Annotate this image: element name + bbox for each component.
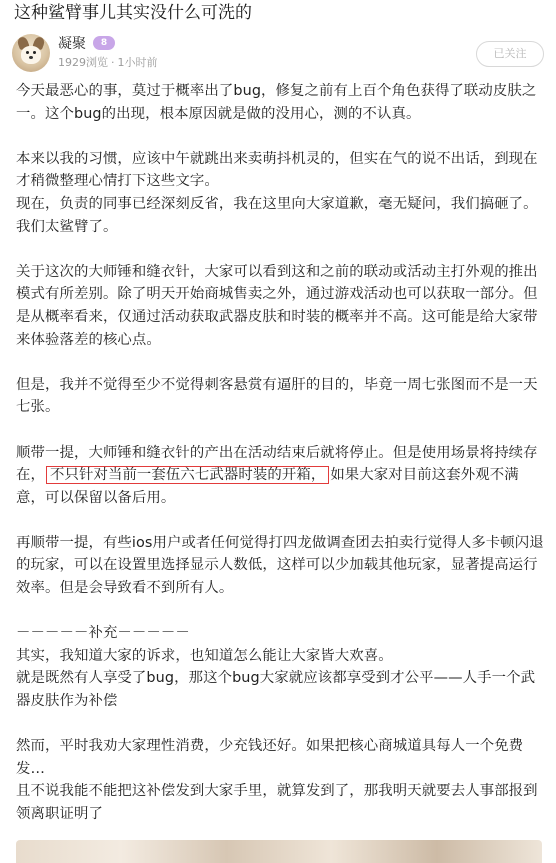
paragraph: 然而，平时我劝大家理性消费，少充钱还好。如果把核心商城道具每人一个免费发… [16, 738, 524, 777]
avatar-face [21, 46, 41, 64]
paragraph: 关于这次的大师锤和缝衣针，大家可以看到这和之前的联动或活动主打外观的推出模式有所差别。除了明天开始商城售卖之外，通过游戏活动也可以获取一部分。但是从概率看来，仅通过活动获取武器皮肤和时装的概率并不高。这可能是给大家带来体验落差的核心点。 [16, 263, 538, 348]
paragraph-text: 如果大家对目前这套外观不满意，可以保留以备后用。 [16, 467, 519, 506]
paragraph-gap [16, 125, 546, 148]
post-meta [58, 56, 158, 70]
post-time: 1小时前 [117, 56, 158, 69]
avatar[interactable] [12, 34, 50, 72]
paragraph-gap [16, 509, 546, 532]
post-body [16, 80, 546, 826]
level-badge-icon: 8 [93, 36, 115, 50]
paragraph-text: 顺带一提，大师锤和缝衣针的产出在活动结束后就将停止。但是使用场景将持续存在， [16, 444, 538, 484]
follow-button[interactable]: 已关注 [476, 41, 544, 67]
author-row [12, 34, 544, 74]
paragraph: 就是既然有人享受了bug，那这个bug大家就应该都享受到才公平——人手一个武器皮肤作为补偿 [16, 670, 536, 710]
paragraph: 再顺带一提，有些ios用户或者任何觉得打四龙做调查团去拍卖行觉得人多卡顿闪退的玩家，可以在设置里选择显示人数低，这样可以少加载其他玩家，显著提高运行效率。但是会导致看不到所有人。 [16, 534, 544, 597]
paragraph-gap [16, 600, 546, 623]
highlighted-text: 不只针对当前一套伍六七武器时装的开箱， [46, 466, 329, 484]
paragraph: 本来以我的习惯，应该中午就跳出来卖萌抖机灵的，但实在气的说不出话，到现在才稍微整理心情打下这些文字。 [16, 150, 538, 190]
avatar-nose [29, 56, 33, 59]
paragraph-gap [16, 419, 546, 442]
paragraph-gap [16, 351, 546, 374]
paragraph: 现在，负责的同事已经深刻反省，我在这里向大家道歉，毫无疑问，我们搞砸了。我们太鲨臂了。 [16, 195, 538, 235]
meta-separator: · [111, 56, 115, 69]
paragraph: 且不说我能不能把这补偿发到大家手里，就算发到了，那我明天就要去人事部报到领离职证明了 [16, 783, 538, 822]
section-divider: －－－－－补充－－－－－ [16, 625, 190, 642]
post-title: 这种鲨臂事儿其实没什么可洗的 [14, 3, 252, 23]
paragraph: 但是，我并不觉得至少不觉得刺客悬赏有逼肝的目的，毕竟一周七张图而不是一天七张。 [16, 376, 538, 416]
paragraph-with-highlight [16, 442, 546, 510]
view-count: 1929浏览 [58, 56, 108, 69]
post-image[interactable] [16, 840, 542, 863]
avatar-eye-right [33, 51, 36, 54]
paragraph: 其实，我知道大家的诉求，也知道怎么能让大家皆大欢喜。 [16, 647, 393, 664]
paragraph-gap [16, 713, 546, 736]
paragraph-gap [16, 238, 546, 261]
author-name[interactable]: 凝聚 [58, 36, 86, 52]
paragraph: 今天最恶心的事，莫过于概率出了bug，修复之前有上百个角色获得了联动皮肤之一。这个bug的出现，根本原因就是做的没用心，测的不认真。 [16, 83, 537, 122]
avatar-eye-left [26, 51, 29, 54]
